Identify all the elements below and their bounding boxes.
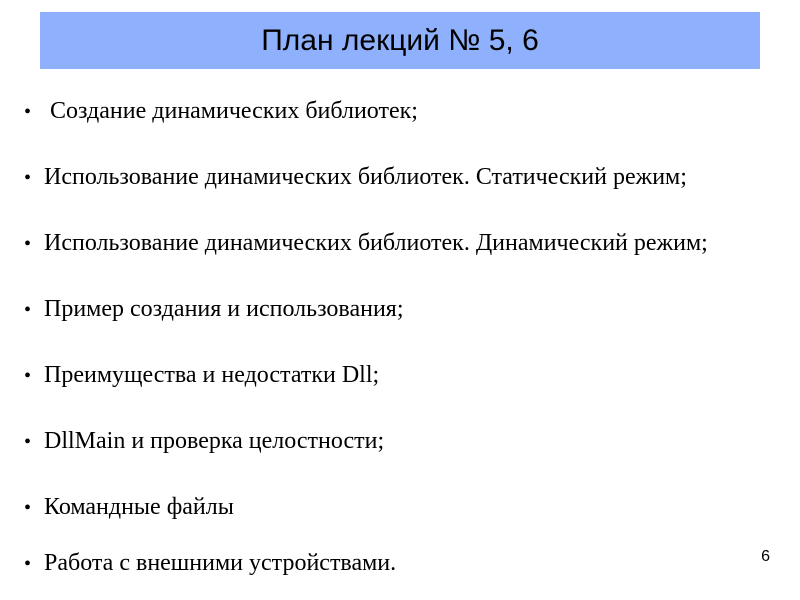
title-bar: [40, 12, 760, 69]
list-item-label: DllMain и проверка целостности;: [44, 428, 385, 454]
list-item-label: Командные файлы: [44, 494, 234, 520]
slide-title: План лекций № 5, 6: [261, 23, 539, 57]
list-item: [24, 492, 234, 522]
list-item-label: Пример создания и использования;: [44, 296, 404, 322]
list-item: [24, 228, 708, 258]
bullet-icon: •: [24, 101, 32, 123]
list-item: [24, 426, 384, 456]
list-item-label: Преимущества и недостатки Dll;: [44, 362, 380, 388]
bullet-icon: •: [24, 365, 32, 387]
list-item-label: Использование динамических библиотек. Статический режим;: [44, 164, 687, 190]
list-item: [24, 360, 379, 390]
bullet-icon: •: [24, 431, 32, 453]
list-item: [24, 96, 418, 126]
page-number: 6: [761, 548, 770, 565]
list-item-label: Использование динамических библиотек. Динамический режим;: [44, 230, 708, 256]
list-item: [24, 162, 687, 192]
bullet-icon: •: [24, 497, 32, 519]
bullet-icon: •: [24, 167, 32, 189]
list-item-label: Работа с внешними устройствами.: [44, 550, 397, 576]
list-item: [24, 548, 396, 578]
bullet-icon: •: [24, 553, 32, 575]
list-item-label: Создание динамических библиотек;: [44, 98, 418, 124]
bullet-icon: •: [24, 233, 32, 255]
bullet-icon: •: [24, 299, 32, 321]
list-item: [24, 294, 404, 324]
